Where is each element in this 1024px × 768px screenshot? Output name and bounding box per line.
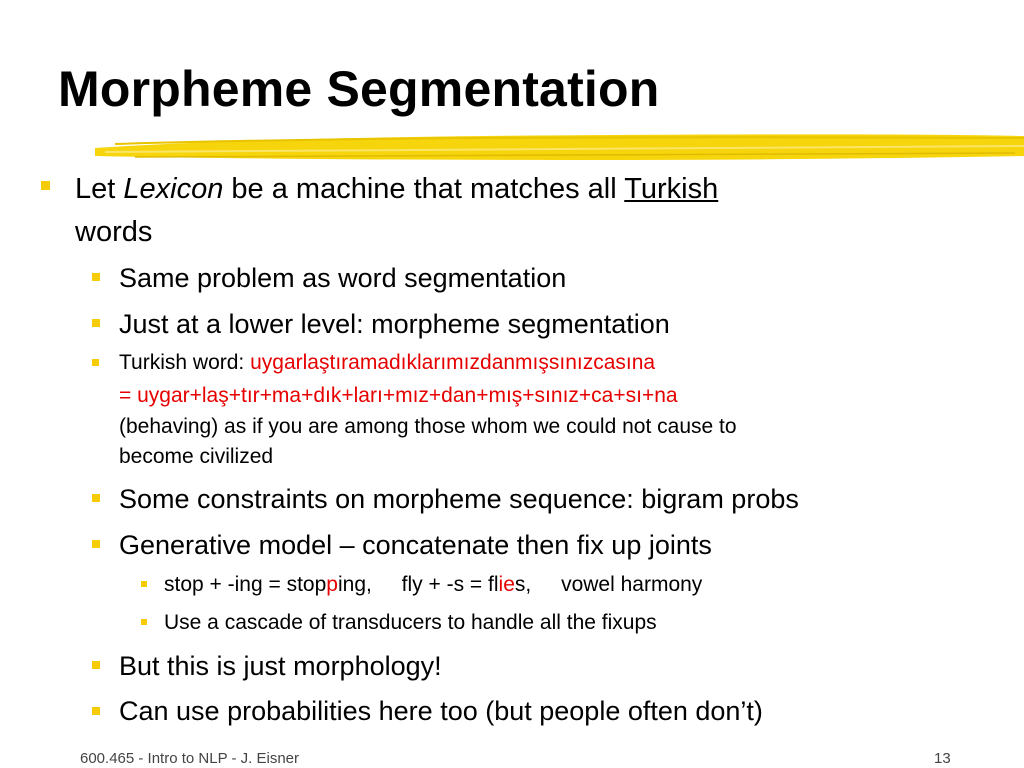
- sub-e-text: Generative model – concatenate then fix up joints: [119, 530, 712, 560]
- bullet-1-turkish: Turkish: [624, 173, 719, 205]
- subsub-d-marker: [141, 619, 147, 625]
- sub-b-text: Just at a lower level: morpheme segmentation: [119, 309, 670, 339]
- flies-example: fly + -s = flies,: [401, 573, 532, 596]
- sub-c-gloss-2: become civilized: [119, 445, 274, 468]
- bullet-1-line-1: [75, 170, 718, 208]
- sub-e-marker: [92, 540, 100, 548]
- footer-course: 600.465 - Intro to NLP - J. Eisner: [80, 750, 300, 767]
- subsub-a-marker: [141, 581, 147, 587]
- sub-g-text: Can use probabilities here too (but people often don’t): [119, 696, 763, 726]
- bullet-1-middle: be a machine that matches all: [231, 173, 617, 205]
- sub-c-segmentation: = uygar+laş+tır+ma+dık+ları+mız+dan+mış+sınız+ca+sı+na: [119, 384, 678, 407]
- stopping-example: stop + -ing = stopping,: [164, 573, 372, 596]
- vowel-harmony: vowel harmony: [561, 573, 703, 596]
- sub-a-marker: [92, 273, 100, 281]
- title-underline-brush-stroke: [95, 126, 1024, 168]
- sub-b-marker: [92, 319, 100, 327]
- sub-d-marker: [92, 494, 100, 502]
- sub-g-marker: [92, 707, 100, 715]
- bullet-1-marker: [41, 181, 50, 190]
- sub-c-line-1: [119, 348, 655, 378]
- sub-f-marker: [92, 661, 100, 669]
- turkish-word-label: Turkish word:: [119, 351, 245, 374]
- sub-c-marker: [92, 359, 99, 366]
- sub-d-text: Some constraints on morpheme sequence: bigram probs: [119, 484, 799, 514]
- subsub-a-line: [164, 570, 702, 600]
- slide-title: Morpheme Segmentation: [58, 61, 660, 117]
- sub-f-text: But this is just morphology!: [119, 651, 442, 681]
- subsub-d-text: Use a cascade of transducers to handle all the fixups: [164, 611, 657, 634]
- bullet-1-let: Let: [75, 173, 116, 205]
- sub-a-text: Same problem as word segmentation: [119, 263, 567, 293]
- turkish-word: uygarlaştıramadıklarımızdanmışsınızcasına: [250, 351, 656, 374]
- bullet-1-line-2: words: [75, 216, 153, 248]
- bullet-1-lexicon: Lexicon: [123, 173, 224, 205]
- slide-number: 13: [934, 750, 951, 767]
- sub-c-gloss-1: (behaving) as if you are among those whom we could not cause to: [119, 415, 737, 438]
